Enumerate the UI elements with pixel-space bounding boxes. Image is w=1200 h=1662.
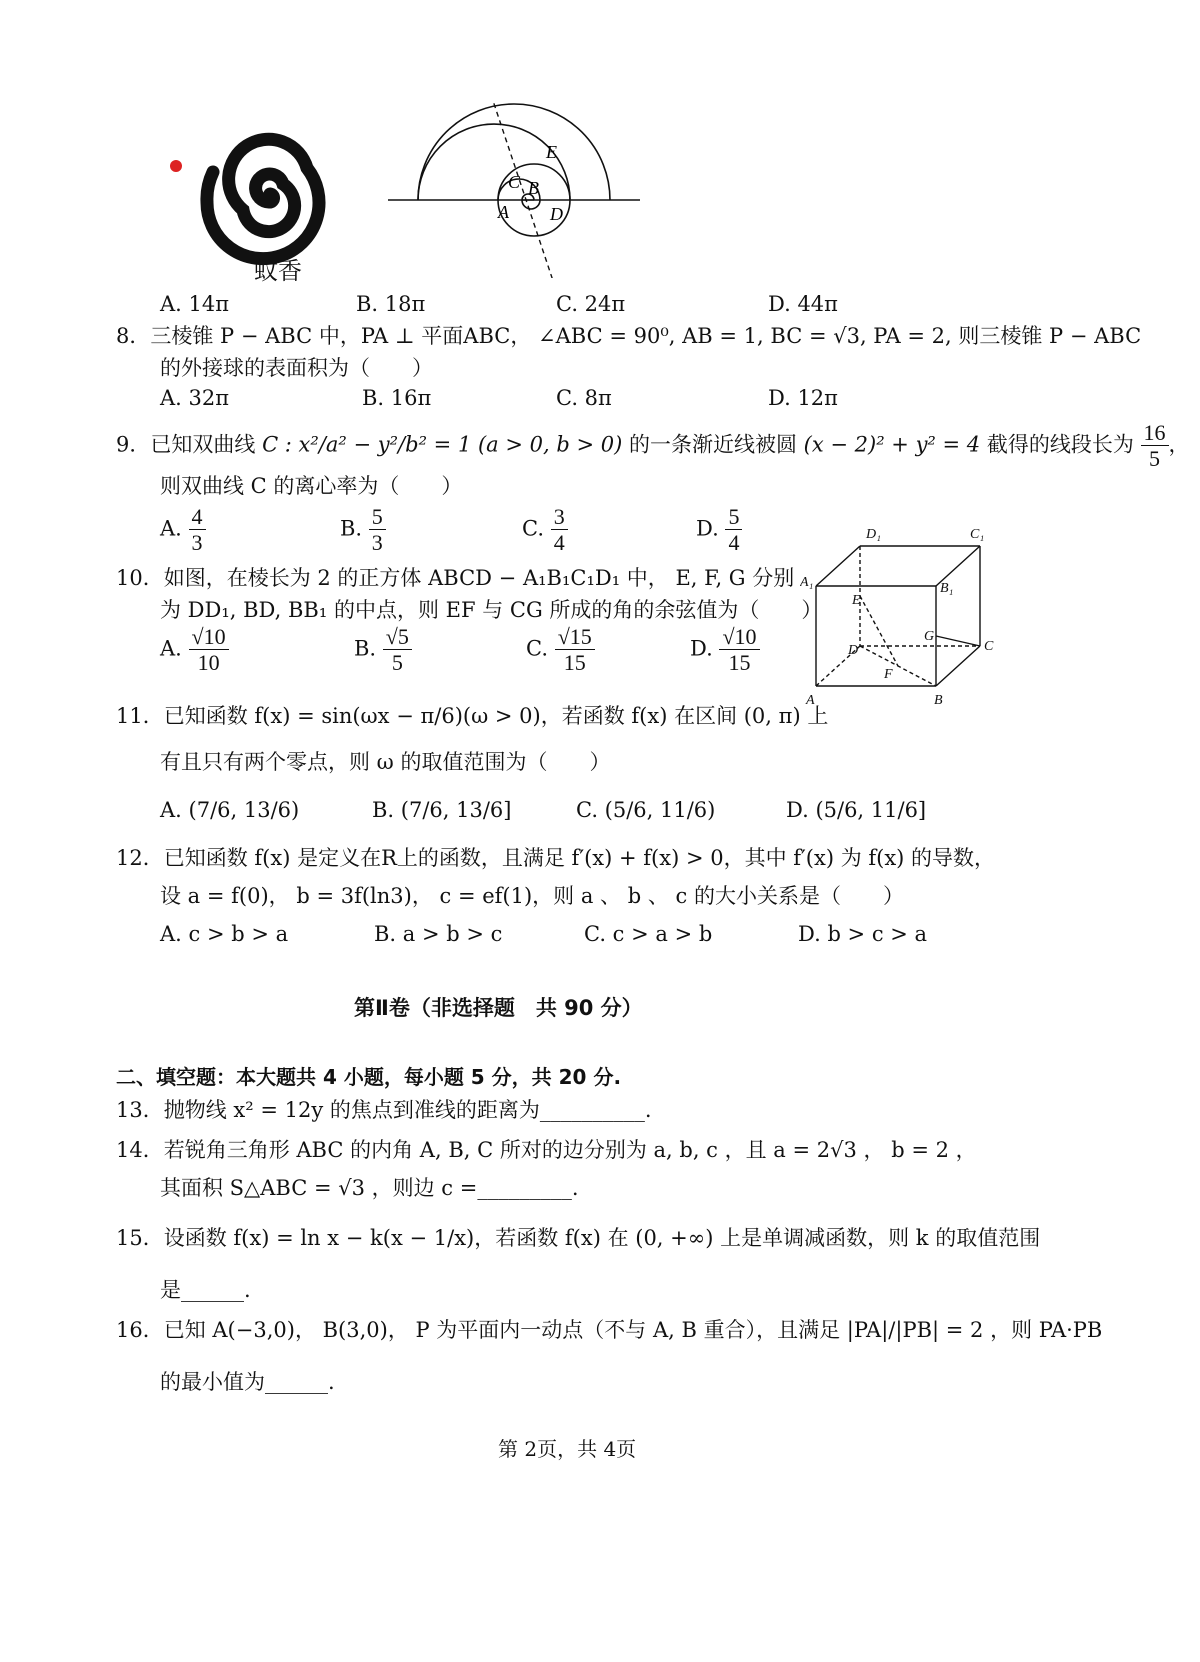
label-B: B <box>528 178 539 198</box>
q11-line2: 有且只有两个零点，则 ω 的取值范围为（ ） <box>160 750 611 774</box>
q12-line1: 12．已知函数 f(x) 是定义在R上的函数，且满足 f′(x) + f(x) > 0，其中 f′(x) 为 f(x) 的导数， <box>116 846 996 870</box>
cube-label-D1: D₁ <box>866 527 881 542</box>
q12-option-d: D. b > c > a <box>798 922 928 946</box>
q10-option-d: D. $\frac{√10}{15}$ <box>690 624 760 676</box>
q8-option-d: D. 12π <box>768 386 838 410</box>
q8-option-c: C. 8π <box>556 386 612 410</box>
q9-text-c: 的一条渐近线被圆 <box>628 432 797 457</box>
cube-label-B: B <box>934 693 943 708</box>
q9-line2: 则双曲线 C 的离心率为（ ） <box>160 474 463 498</box>
q7-option-d: D. 44π <box>768 292 838 316</box>
q14-line1: 14．若锐角三角形 ABC 的内角 A, B, C 所对的边分别为 a, b, c ，且 a = 2√3 ， b = 2 ， <box>116 1138 977 1162</box>
q11-option-d: D. (5/6, 11/6] <box>786 798 927 822</box>
q16-line2: 的最小值为______. <box>160 1370 335 1394</box>
q7-option-c: C. 24π <box>556 292 626 316</box>
q11-line1: 11．已知函数 f(x) = sin(ωx − π/6)(ω > 0)，若函数 f(x) 在区间 (0, π) 上 <box>116 704 829 728</box>
cube-label-C: C <box>984 639 994 654</box>
spiral-diagram <box>388 98 648 278</box>
q9-option-b: B. $\frac{5}{3}$ <box>340 504 386 556</box>
mosquito-coil-image <box>160 118 380 278</box>
q9-hyperbola: C : x²/a² − y²/b² = 1 (a > 0, b > 0) <box>262 432 623 457</box>
q10-option-c: C. $\frac{√15}{15}$ <box>526 624 595 676</box>
q12-option-a: A. c > b > a <box>160 922 289 946</box>
label-A: A <box>498 202 509 222</box>
q8-line2: 的外接球的表面积为（ ） <box>160 356 433 380</box>
q8-line1: 8．三棱锥 P − ABC 中，PA ⊥ 平面ABC， ∠ABC = 90⁰, AB = 1, BC = √3, PA = 2, 则三棱锥 P − ABC <box>116 324 1142 348</box>
cube-label-F: F <box>884 667 893 682</box>
q7-option-b: B. 18π <box>356 292 426 316</box>
q15-line2: 是______. <box>160 1278 251 1302</box>
q12-option-b: B. a > b > c <box>374 922 503 946</box>
cube-label-A: A <box>806 693 815 708</box>
cube-label-G: G <box>924 629 935 644</box>
q9-option-a: A. $\frac{4}{3}$ <box>160 504 206 556</box>
q8-option-b: B. 16π <box>362 386 432 410</box>
q9-fraction: $\frac{16}{5}$ <box>1141 420 1169 472</box>
cube-label-A1: A₁ <box>800 575 814 590</box>
label-C: C <box>508 172 521 192</box>
figure-caption: 蚊香 <box>254 257 302 285</box>
q12-line2: 设 a = f(0)， b = 3f(ln3)， c = ef(1)，则 a 、 b 、 c 的大小关系是（ ） <box>160 884 904 908</box>
q11-option-c: C. (5/6, 11/6) <box>576 798 716 822</box>
q16-line1: 16．已知 A(−3,0)， B(3,0)， P 为平面内一动点（不与 A, B 重合），且满足 |PA|/|PB| = 2 ，则 PA·PB <box>116 1318 1103 1342</box>
page-footer: 第 2页，共 4页 <box>498 1437 637 1461</box>
label-D: D <box>550 204 563 224</box>
q9-line1: 9．已知双曲线 C : x²/a² − y²/b² = 1 (a > 0, b > 0) 的一条渐近线被圆 (x − 2)² + y² = 4 截得的线段长为 $\frac{16}{5}$ ， <box>116 420 1190 472</box>
q9-circle: (x − 2)² + y² = 4 <box>803 432 981 457</box>
cube-label-C1: C₁ <box>970 527 985 542</box>
section2-heading: 二、填空题：本大题共 4 小题，每小题 5 分，共 20 分. <box>116 1065 622 1089</box>
q9-text-a: 9．已知双曲线 <box>116 432 256 457</box>
q12-option-c: C. c > a > b <box>584 922 713 946</box>
label-E: E <box>546 142 557 162</box>
part2-title: 第Ⅱ卷（非选择题 共 90 分） <box>354 996 643 1020</box>
q14-line2: 其面积 S△ABC = √3 ，则边 c =_________. <box>160 1176 579 1200</box>
q9-option-d: D. $\frac{5}{4}$ <box>696 504 742 556</box>
cube-diagram <box>800 520 1020 710</box>
q9-text-e: 截得的线段长为 <box>986 432 1134 457</box>
q15-line1: 15．设函数 f(x) = ln x − k(x − 1/x)，若函数 f(x) 在 (0, +∞) 上是单调减函数，则 k 的取值范围 <box>116 1226 1041 1250</box>
q8-option-a: A. 32π <box>160 386 230 410</box>
q11-option-b: B. (7/6, 13/6] <box>372 798 512 822</box>
q13: 13．抛物线 x² = 12y 的焦点到准线的距离为__________. <box>116 1098 652 1122</box>
q10-line2: 为 DD₁, BD, BB₁ 的中点，则 EF 与 CG 所成的角的余弦值为（ ） <box>160 598 823 622</box>
cube-label-B1: B₁ <box>940 581 954 596</box>
q10-line1: 10．如图，在棱长为 2 的正方体 ABCD − A₁B₁C₁D₁ 中， E, F, G 分别 <box>116 566 795 590</box>
q11-option-a: A. (7/6, 13/6) <box>160 798 300 822</box>
q7-option-a: A. 14π <box>160 292 230 316</box>
q9-option-c: C. $\frac{3}{4}$ <box>522 504 568 556</box>
q10-option-a: A. $\frac{√10}{10}$ <box>160 624 229 676</box>
q10-option-b: B. $\frac{√5}{5}$ <box>354 624 412 676</box>
cube-label-E: E <box>852 593 861 608</box>
cube-label-D: D <box>848 643 859 658</box>
